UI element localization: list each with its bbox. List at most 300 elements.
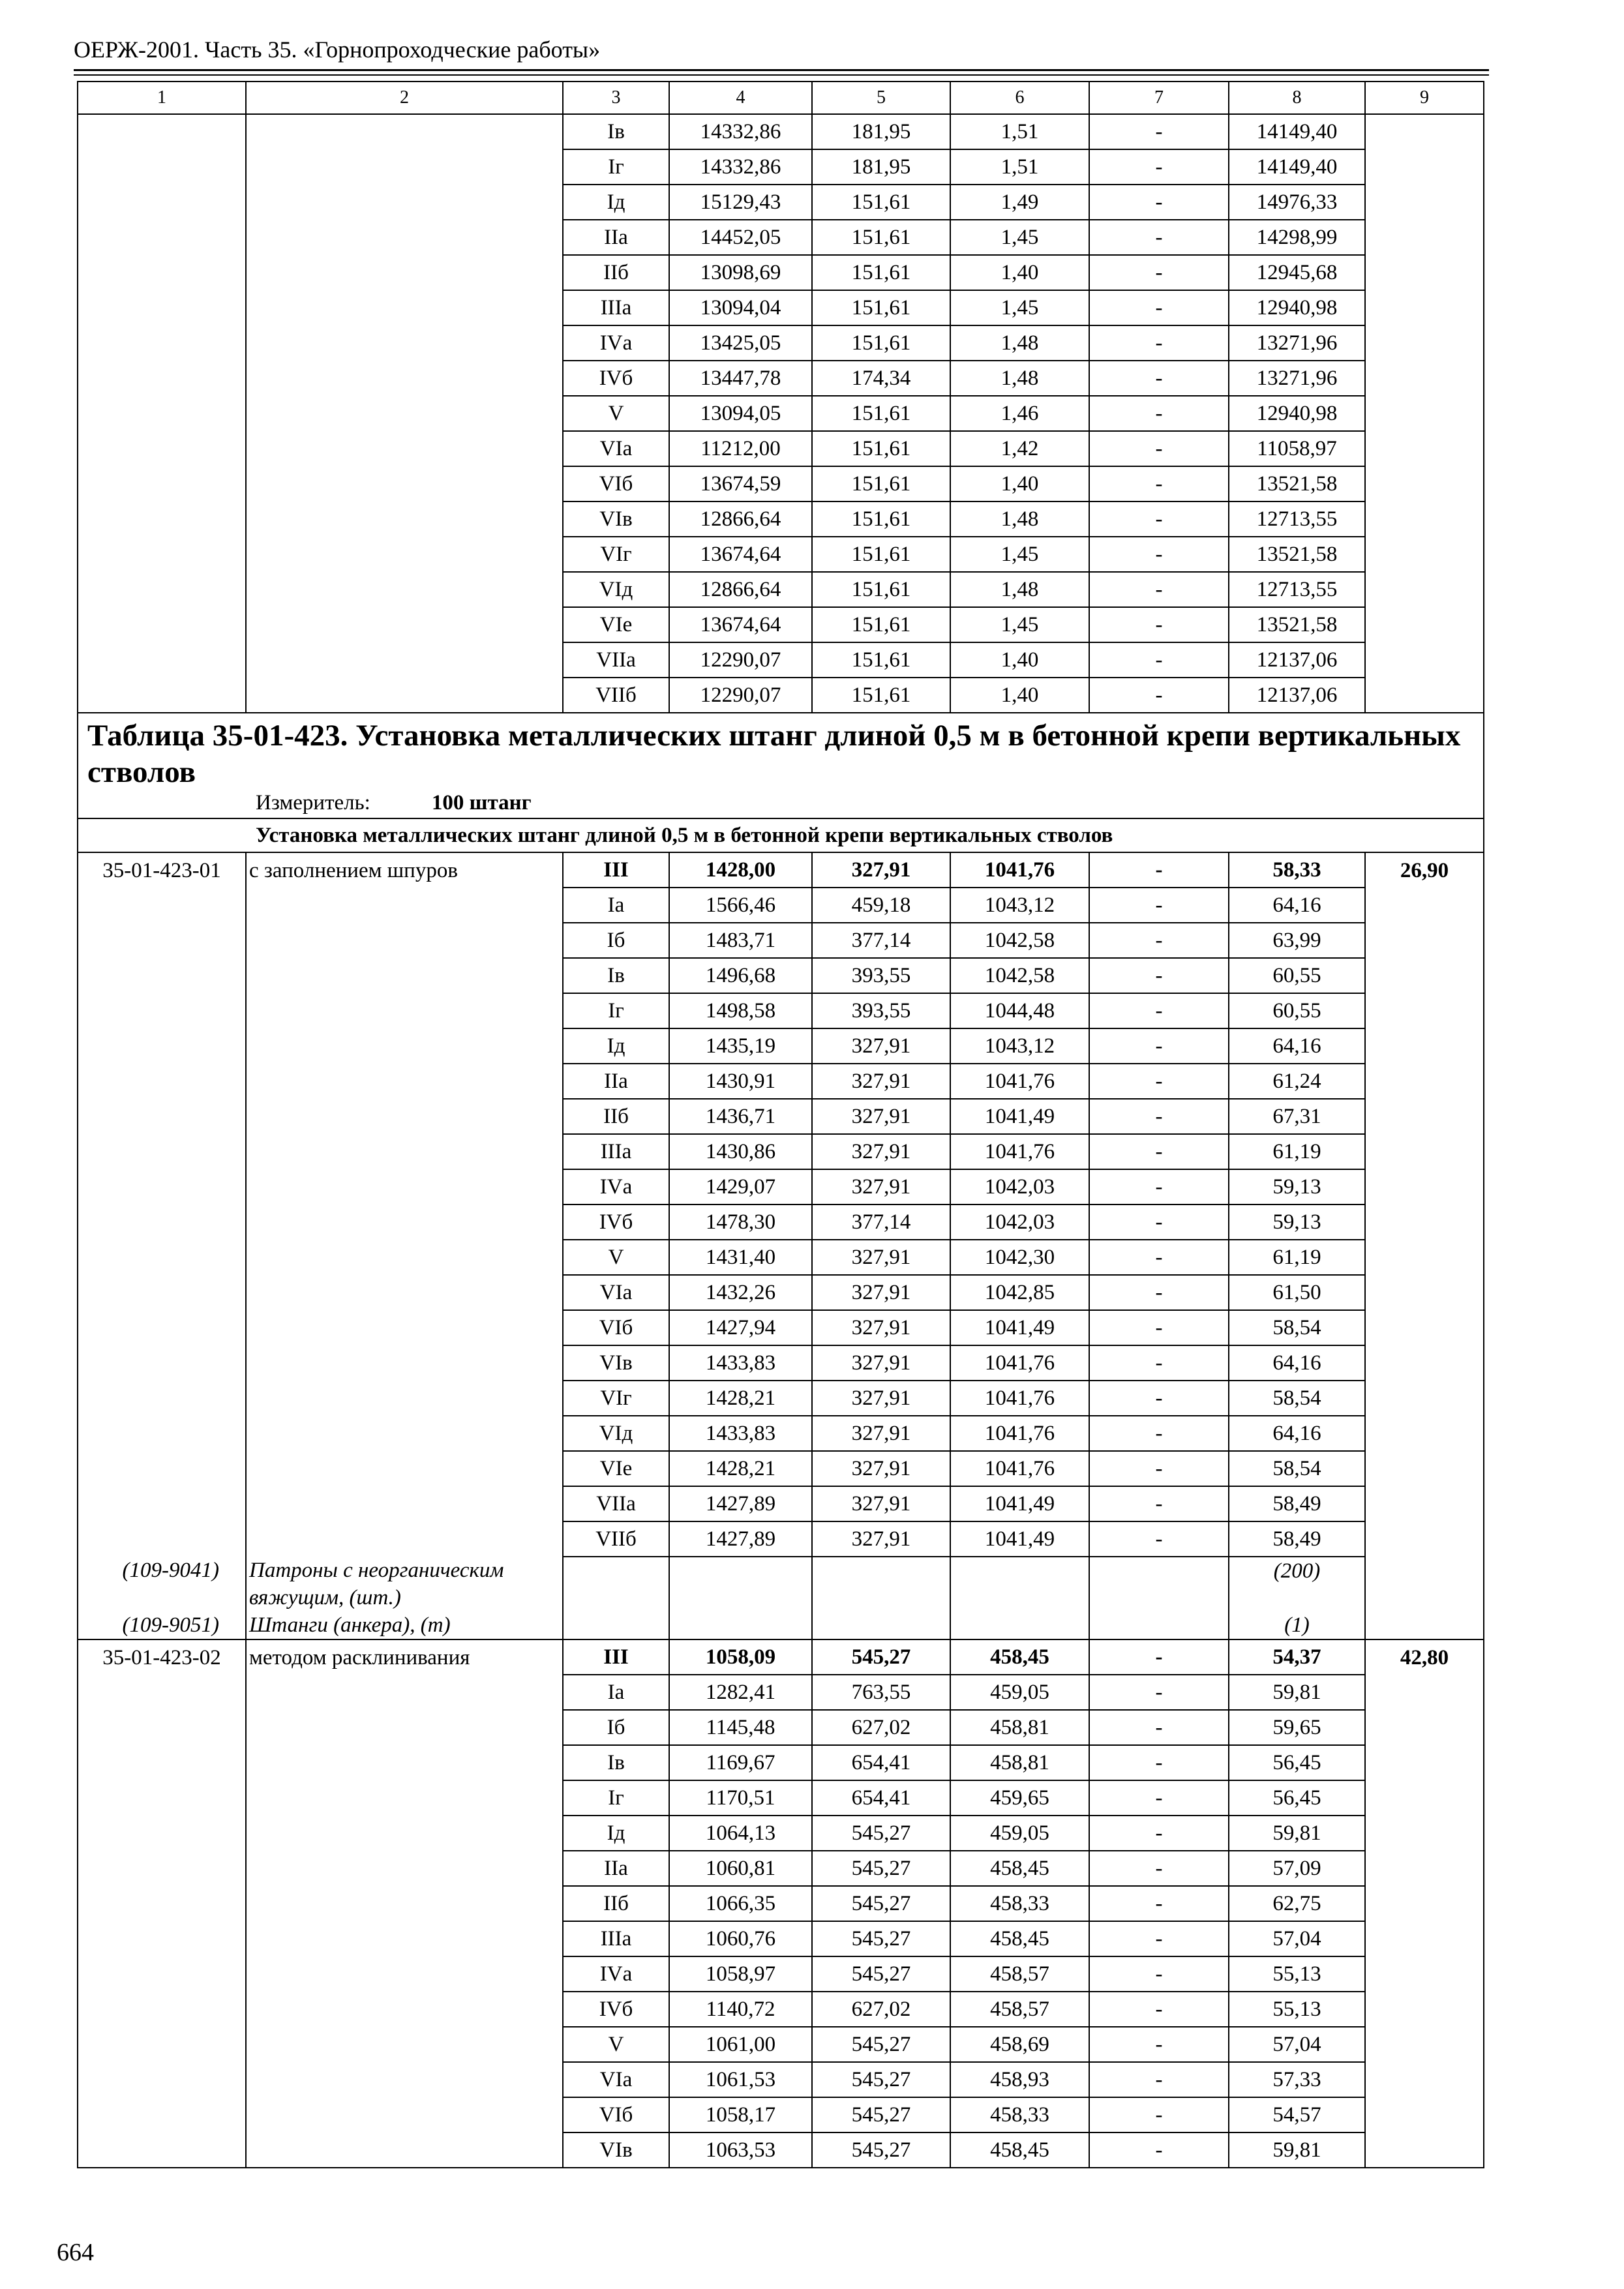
table-row: [78, 642, 1484, 678]
labor-cell: [1365, 1134, 1484, 1169]
value-cell: 1,42: [950, 431, 1089, 466]
value-cell: 627,02: [812, 1992, 950, 2027]
value-cell: VIе: [563, 607, 669, 642]
labor-cell: [1365, 572, 1484, 607]
name-cell: [246, 325, 563, 361]
column-number: 1: [78, 82, 246, 114]
value-cell: 1042,58: [950, 923, 1089, 958]
code-cell: [78, 255, 246, 290]
resource-name: Штанги (анкера), (т): [246, 1611, 563, 1639]
value-cell: 1042,03: [950, 1204, 1089, 1240]
value-cell: 151,61: [812, 431, 950, 466]
name-cell: [246, 923, 563, 958]
value-cell: 327,91: [812, 1064, 950, 1099]
code-cell: [78, 1486, 246, 1521]
value-cell: 1042,03: [950, 1169, 1089, 1204]
value-cell: 59,81: [1229, 1675, 1365, 1710]
value-cell: 12866,64: [669, 572, 812, 607]
value-cell: VIд: [563, 1416, 669, 1451]
value-cell: IVб: [563, 361, 669, 396]
name-cell: [246, 2097, 563, 2132]
value-cell: 59,13: [1229, 1204, 1365, 1240]
value-cell: 1,51: [950, 114, 1089, 149]
code-cell: [78, 607, 246, 642]
value-cell: 14452,05: [669, 220, 812, 255]
name-cell: [246, 1275, 563, 1310]
value-cell: 1,48: [950, 501, 1089, 537]
value-cell: 458,69: [950, 2027, 1089, 2062]
value-cell: 1145,48: [669, 1710, 812, 1745]
table-row: [78, 325, 1484, 361]
value-cell: 1,40: [950, 255, 1089, 290]
value-cell: 151,61: [812, 290, 950, 325]
table-row: [78, 1745, 1484, 1780]
value-cell: -: [1089, 572, 1229, 607]
table-row: [78, 1780, 1484, 1816]
value-cell: -: [1089, 1064, 1229, 1099]
value-cell: IIа: [563, 220, 669, 255]
name-cell: [246, 396, 563, 431]
value-cell: 1,48: [950, 325, 1089, 361]
labor-cell: [1365, 1169, 1484, 1204]
table-row: [78, 1204, 1484, 1240]
value-cell: VIв: [563, 2132, 669, 2168]
value-cell: Iд: [563, 185, 669, 220]
name-cell: [246, 290, 563, 325]
table-row: [78, 361, 1484, 396]
value-cell: 327,91: [812, 1240, 950, 1275]
name-cell: [246, 1486, 563, 1521]
resource-code: (109-9041): [78, 1557, 246, 1611]
labor-cell: [1365, 185, 1484, 220]
name-cell: [246, 1064, 563, 1099]
value-cell: VIд: [563, 572, 669, 607]
value-cell: -: [1089, 1851, 1229, 1886]
value-cell: Iг: [563, 1780, 669, 1816]
name-cell: [246, 361, 563, 396]
value-cell: 13094,04: [669, 290, 812, 325]
value-cell: 1,45: [950, 220, 1089, 255]
table-body: [78, 82, 1484, 2168]
labor-cell: [1365, 2062, 1484, 2097]
value-cell: -: [1089, 501, 1229, 537]
value-cell: Iв: [563, 1745, 669, 1780]
labor-cell: [1365, 149, 1484, 185]
value-cell: 12137,06: [1229, 678, 1365, 713]
page-header: ОЕРЖ-2001. Часть 35. «Горнопроходческие работы»: [74, 37, 601, 63]
code-cell: [78, 1099, 246, 1134]
value-cell: 15129,43: [669, 185, 812, 220]
value-cell: 459,65: [950, 1780, 1089, 1816]
value-cell: 545,27: [812, 1639, 950, 1675]
header-rule-thin: [74, 74, 1489, 76]
value-cell: 545,27: [812, 2132, 950, 2168]
value-cell: 1066,35: [669, 1886, 812, 1921]
labor-cell: [1365, 958, 1484, 993]
value-cell: VIа: [563, 431, 669, 466]
value-cell: 1041,76: [950, 852, 1089, 888]
value-cell: 327,91: [812, 1134, 950, 1169]
name-cell: [246, 220, 563, 255]
value-cell: 1432,26: [669, 1275, 812, 1310]
labor-cell: [1365, 923, 1484, 958]
table-row: [78, 572, 1484, 607]
value-cell: 54,37: [1229, 1639, 1365, 1675]
name-cell: [246, 1710, 563, 1745]
name-cell: [246, 993, 563, 1028]
code-cell: [78, 1780, 246, 1816]
unit-line: [87, 790, 1474, 815]
value-cell: -: [1089, 923, 1229, 958]
value-cell: IIб: [563, 1099, 669, 1134]
value-cell: -: [1089, 1134, 1229, 1169]
value-cell: 13098,69: [669, 255, 812, 290]
code-cell: [78, 1710, 246, 1745]
labor-cell: [1365, 431, 1484, 466]
code-cell: [78, 572, 246, 607]
value-cell: VIг: [563, 1381, 669, 1416]
value-cell: 1043,12: [950, 888, 1089, 923]
empty-cell: [950, 1557, 1089, 1611]
table-row: [78, 1486, 1484, 1521]
value-cell: 14976,33: [1229, 185, 1365, 220]
value-cell: 58,49: [1229, 1486, 1365, 1521]
value-cell: 545,27: [812, 2062, 950, 2097]
value-cell: 58,33: [1229, 852, 1365, 888]
table-row: [78, 2062, 1484, 2097]
table-row: [78, 888, 1484, 923]
code-cell: [78, 1956, 246, 1992]
labor-cell: [1365, 1451, 1484, 1486]
name-cell: [246, 1345, 563, 1381]
value-cell: -: [1089, 149, 1229, 185]
code-cell: [78, 1745, 246, 1780]
value-cell: Iб: [563, 923, 669, 958]
value-cell: 57,04: [1229, 1921, 1365, 1956]
value-cell: 1063,53: [669, 2132, 812, 2168]
value-cell: 545,27: [812, 1816, 950, 1851]
value-cell: 458,81: [950, 1710, 1089, 1745]
name-cell: [246, 1204, 563, 1240]
empty-cell: [812, 1611, 950, 1639]
value-cell: -: [1089, 642, 1229, 678]
table-row: [78, 958, 1484, 993]
table-row: [78, 1028, 1484, 1064]
value-cell: 458,33: [950, 1886, 1089, 1921]
name-cell: [246, 1028, 563, 1064]
name-cell: [246, 114, 563, 149]
labor-cell: [1365, 1099, 1484, 1134]
value-cell: 13425,05: [669, 325, 812, 361]
value-cell: 13521,58: [1229, 537, 1365, 572]
value-cell: 1,40: [950, 466, 1089, 501]
column-number: 6: [950, 82, 1089, 114]
value-cell: 61,19: [1229, 1240, 1365, 1275]
name-cell: [246, 1240, 563, 1275]
code-cell: [78, 1169, 246, 1204]
resource-value: (200): [1229, 1557, 1365, 1611]
value-cell: VIв: [563, 501, 669, 537]
value-cell: 1498,58: [669, 993, 812, 1028]
value-cell: 1060,81: [669, 1851, 812, 1886]
code-cell: [78, 1992, 246, 2027]
table-row: [78, 396, 1484, 431]
value-cell: 1433,83: [669, 1345, 812, 1381]
value-cell: 151,61: [812, 537, 950, 572]
labor-cell: [1365, 1064, 1484, 1099]
value-cell: 1042,58: [950, 958, 1089, 993]
labor-cell: [1365, 1275, 1484, 1310]
table-row: [78, 537, 1484, 572]
value-cell: -: [1089, 1675, 1229, 1710]
value-cell: -: [1089, 466, 1229, 501]
value-cell: 393,55: [812, 993, 950, 1028]
value-cell: -: [1089, 607, 1229, 642]
value-cell: IVа: [563, 325, 669, 361]
value-cell: 151,61: [812, 572, 950, 607]
table-row: [78, 1451, 1484, 1486]
table-title: Таблица 35-01-423. Установка металлических штанг длиной 0,5 м в бетонной крепи вертикальных стволов: [87, 719, 1461, 789]
code-cell: [78, 993, 246, 1028]
value-cell: 12290,07: [669, 678, 812, 713]
labor-cell: [1365, 1240, 1484, 1275]
value-cell: -: [1089, 2097, 1229, 2132]
labor-cell: [1365, 1416, 1484, 1451]
table-row: [78, 1275, 1484, 1310]
value-cell: 1041,76: [950, 1381, 1089, 1416]
value-cell: 1,48: [950, 361, 1089, 396]
table-row: [78, 1639, 1484, 1675]
labor-cell: [1365, 290, 1484, 325]
value-cell: 1041,76: [950, 1416, 1089, 1451]
value-cell: 151,61: [812, 396, 950, 431]
table-row: [78, 2027, 1484, 2062]
value-cell: 57,04: [1229, 2027, 1365, 2062]
value-cell: 151,61: [812, 185, 950, 220]
value-cell: -: [1089, 2027, 1229, 2062]
table-row: [78, 1416, 1484, 1451]
value-cell: 1427,89: [669, 1486, 812, 1521]
value-cell: -: [1089, 114, 1229, 149]
value-cell: 1,45: [950, 537, 1089, 572]
value-cell: 57,09: [1229, 1851, 1365, 1886]
value-cell: 1058,97: [669, 1956, 812, 1992]
unit-label: Измеритель:: [256, 791, 370, 815]
value-cell: 327,91: [812, 1169, 950, 1204]
value-cell: Iд: [563, 1028, 669, 1064]
value-cell: 58,49: [1229, 1521, 1365, 1557]
value-cell: -: [1089, 185, 1229, 220]
page-number: 664: [57, 2239, 94, 2266]
code-cell: [78, 958, 246, 993]
column-number: 2: [246, 82, 563, 114]
empty-cell: [563, 1611, 669, 1639]
value-cell: V: [563, 2027, 669, 2062]
name-cell: [246, 149, 563, 185]
labor-cell: [1365, 220, 1484, 255]
labor-cell: [1365, 1486, 1484, 1521]
value-cell: IIIа: [563, 1921, 669, 1956]
value-cell: -: [1089, 1310, 1229, 1345]
value-cell: 56,45: [1229, 1745, 1365, 1780]
value-cell: VIг: [563, 537, 669, 572]
value-cell: -: [1089, 361, 1229, 396]
table-row: [78, 1675, 1484, 1710]
table-row: [78, 114, 1484, 149]
value-cell: 13521,58: [1229, 466, 1365, 501]
labor-cell: [1365, 361, 1484, 396]
name-cell: [246, 1851, 563, 1886]
value-cell: -: [1089, 1956, 1229, 1992]
value-cell: 62,75: [1229, 1886, 1365, 1921]
value-cell: 14332,86: [669, 114, 812, 149]
value-cell: 327,91: [812, 1099, 950, 1134]
value-cell: IIIа: [563, 1134, 669, 1169]
value-cell: 545,27: [812, 1956, 950, 1992]
value-cell: VIб: [563, 2097, 669, 2132]
value-cell: V: [563, 396, 669, 431]
value-cell: 55,13: [1229, 1956, 1365, 1992]
table-row: [78, 2097, 1484, 2132]
value-cell: -: [1089, 537, 1229, 572]
value-cell: 458,93: [950, 2062, 1089, 2097]
empty-cell: [1089, 1557, 1229, 1611]
name-cell: [246, 607, 563, 642]
resource-row: [78, 1611, 1484, 1639]
table-row: [78, 255, 1484, 290]
value-cell: 327,91: [812, 1521, 950, 1557]
labor-cell: [1365, 325, 1484, 361]
value-cell: 459,18: [812, 888, 950, 923]
value-cell: 327,91: [812, 852, 950, 888]
value-cell: 181,95: [812, 114, 950, 149]
value-cell: 151,61: [812, 220, 950, 255]
value-cell: 545,27: [812, 2097, 950, 2132]
code-cell: [78, 1921, 246, 1956]
value-cell: 1,48: [950, 572, 1089, 607]
labor-cell: [1365, 1345, 1484, 1381]
name-cell: [246, 501, 563, 537]
value-cell: -: [1089, 1992, 1229, 2027]
value-cell: 13271,96: [1229, 325, 1365, 361]
name-cell: [246, 678, 563, 713]
value-cell: Iд: [563, 1816, 669, 1851]
name-cell: [246, 958, 563, 993]
name-cell: [246, 2027, 563, 2062]
value-cell: 59,81: [1229, 1816, 1365, 1851]
table-row: [78, 1886, 1484, 1921]
value-cell: 1041,49: [950, 1099, 1089, 1134]
value-cell: -: [1089, 888, 1229, 923]
unit-value: 100 штанг: [431, 791, 532, 815]
name-cell: [246, 1451, 563, 1486]
value-cell: VIIб: [563, 678, 669, 713]
labor-cell: [1365, 1851, 1484, 1886]
labor-cell: [1365, 2027, 1484, 2062]
value-cell: III: [563, 1639, 669, 1675]
table-row: [78, 1240, 1484, 1275]
value-cell: -: [1089, 396, 1229, 431]
table-row: [78, 1169, 1484, 1204]
resource-name: Патроны с неорганическим вяжущим, (шт.): [246, 1557, 563, 1611]
table-row: [78, 852, 1484, 888]
value-cell: IIб: [563, 255, 669, 290]
name-cell: [246, 1521, 563, 1557]
value-cell: 12945,68: [1229, 255, 1365, 290]
value-cell: 458,81: [950, 1745, 1089, 1780]
value-cell: 545,27: [812, 1886, 950, 1921]
code-cell: [78, 1416, 246, 1451]
value-cell: Iб: [563, 1710, 669, 1745]
value-cell: IVа: [563, 1956, 669, 1992]
value-cell: 14332,86: [669, 149, 812, 185]
labor-cell: [1365, 255, 1484, 290]
labor-cell: [1365, 1816, 1484, 1851]
value-cell: 1435,19: [669, 1028, 812, 1064]
value-cell: 13521,58: [1229, 607, 1365, 642]
table-caption-row: [78, 713, 1484, 818]
value-cell: 1041,49: [950, 1310, 1089, 1345]
value-cell: 458,57: [950, 1956, 1089, 1992]
labor-cell: [1365, 678, 1484, 713]
value-cell: 63,99: [1229, 923, 1365, 958]
table-row: [78, 1992, 1484, 2027]
name-cell: [246, 888, 563, 923]
value-cell: 151,61: [812, 501, 950, 537]
value-cell: 377,14: [812, 923, 950, 958]
labor-cell: [1365, 1381, 1484, 1416]
code-cell: [78, 1675, 246, 1710]
code-cell: [78, 325, 246, 361]
labor-cell: [1365, 993, 1484, 1028]
code-cell: [78, 1064, 246, 1099]
labor-cell: [1365, 114, 1484, 149]
value-cell: 55,13: [1229, 1992, 1365, 2027]
value-cell: 64,16: [1229, 1345, 1365, 1381]
value-cell: 654,41: [812, 1780, 950, 1816]
labor-cell: [1365, 1675, 1484, 1710]
code-cell: [78, 1240, 246, 1275]
value-cell: Iг: [563, 149, 669, 185]
value-cell: 13271,96: [1229, 361, 1365, 396]
code-cell: [78, 537, 246, 572]
value-cell: IVб: [563, 1204, 669, 1240]
code-cell: 35-01-423-02: [78, 1639, 246, 1675]
name-cell: с заполнением шпуров: [246, 852, 563, 888]
value-cell: 627,02: [812, 1710, 950, 1745]
value-cell: VIа: [563, 2062, 669, 2097]
value-cell: IIIа: [563, 290, 669, 325]
value-cell: 1,49: [950, 185, 1089, 220]
value-cell: 67,31: [1229, 1099, 1365, 1134]
value-cell: 60,55: [1229, 958, 1365, 993]
value-cell: -: [1089, 1240, 1229, 1275]
empty-cell: [669, 1557, 812, 1611]
code-cell: [78, 431, 246, 466]
value-cell: 64,16: [1229, 888, 1365, 923]
name-cell: [246, 1816, 563, 1851]
labor-cell: [1365, 2097, 1484, 2132]
value-cell: -: [1089, 255, 1229, 290]
value-cell: 1058,17: [669, 2097, 812, 2132]
name-cell: [246, 1099, 563, 1134]
code-cell: [78, 1521, 246, 1557]
value-cell: 327,91: [812, 1345, 950, 1381]
value-cell: 327,91: [812, 1310, 950, 1345]
labor-cell: [1365, 642, 1484, 678]
value-cell: 458,45: [950, 1639, 1089, 1675]
table-row: [78, 501, 1484, 537]
